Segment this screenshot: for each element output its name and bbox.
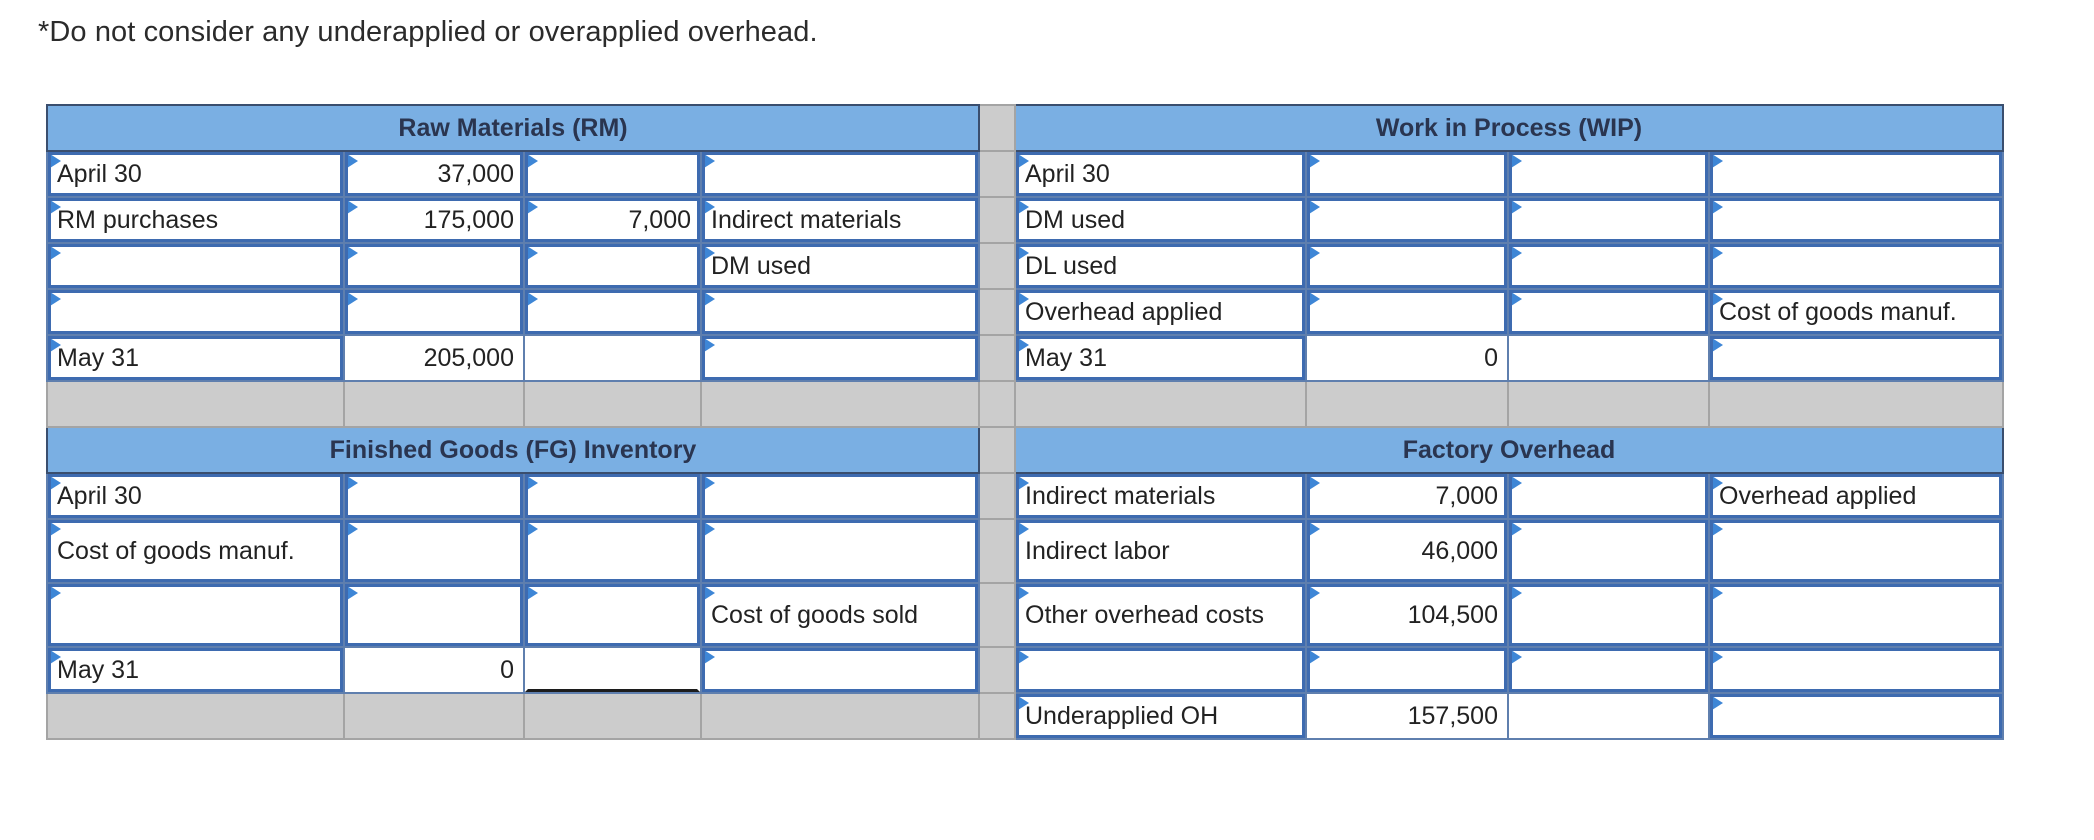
wip-row2-credit-label-field[interactable] (1709, 243, 2003, 289)
spacer-cell (1508, 381, 1709, 427)
column-separator (979, 151, 1015, 197)
spacer-cell (701, 693, 979, 739)
rm-row2-credit-label-field[interactable]: DM used (701, 243, 979, 289)
foh-row1-credit-field[interactable] (1508, 519, 1709, 583)
foh-row2-credit-field[interactable] (1508, 583, 1709, 647)
wip-row1-debit-field[interactable] (1306, 197, 1508, 243)
wip-row1-credit-label-field[interactable] (1709, 197, 2003, 243)
rm-ending-credit (524, 335, 701, 381)
wip-ending-credit-label-field[interactable] (1709, 335, 2003, 381)
fg-ending-credit (524, 647, 701, 693)
foh-row3-debit-field[interactable] (1306, 647, 1508, 693)
wip-header: Work in Process (WIP) (1015, 105, 2003, 151)
rm-row2-debit-field[interactable] (344, 243, 524, 289)
wip-ending-balance: 0 (1306, 335, 1508, 381)
rm-row2-credit-field[interactable] (524, 243, 701, 289)
rm-row1-label-field[interactable]: RM purchases (47, 197, 344, 243)
wip-row3-credit-label-field[interactable]: Cost of goods manuf. (1709, 289, 2003, 335)
rm-row1-credit-field[interactable]: 7,000 (524, 197, 701, 243)
spacer-cell (701, 381, 979, 427)
wip-row3-debit-field[interactable] (1306, 289, 1508, 335)
fg-row0-credit-field[interactable] (524, 473, 701, 519)
wip-row0-label-field[interactable]: April 30 (1015, 151, 1306, 197)
column-separator (979, 243, 1015, 289)
foh-row0-debit-field[interactable]: 7,000 (1306, 473, 1508, 519)
wip-row0-debit-field[interactable] (1306, 151, 1508, 197)
foh-row1-label-field[interactable]: Indirect labor (1015, 519, 1306, 583)
spacer-cell (47, 693, 344, 739)
column-separator (979, 647, 1015, 693)
t-accounts-grid (46, 104, 2004, 740)
foh-row0-credit-field[interactable] (1508, 473, 1709, 519)
spacer-cell (524, 693, 701, 739)
foh-ending-label-field[interactable]: Underapplied OH (1015, 693, 1306, 739)
instruction-note: *Do not consider any underapplied or overapplied overhead. (38, 16, 818, 48)
foh-row0-credit-label-field[interactable]: Overhead applied (1709, 473, 2003, 519)
fg-header: Finished Goods (FG) Inventory (47, 427, 979, 473)
fg-row1-credit-label-field[interactable] (701, 519, 979, 583)
rm-ending-credit-label-field[interactable] (701, 335, 979, 381)
rm-row3-credit-label-field[interactable] (701, 289, 979, 335)
rm-row2-label-field[interactable] (47, 243, 344, 289)
rm-row0-label-field[interactable]: April 30 (47, 151, 344, 197)
wip-row0-credit-field[interactable] (1508, 151, 1709, 197)
rm-row3-label-field[interactable] (47, 289, 344, 335)
spacer-cell (344, 381, 524, 427)
foh-row1-debit-field[interactable]: 46,000 (1306, 519, 1508, 583)
rm-row0-credit-label-field[interactable] (701, 151, 979, 197)
column-separator (979, 693, 1015, 739)
fg-row2-credit-field[interactable] (524, 583, 701, 647)
foh-header: Factory Overhead (1015, 427, 2003, 473)
foh-row2-label-field[interactable]: Other overhead costs (1015, 583, 1306, 647)
column-separator (979, 105, 1015, 151)
wip-row3-label-field[interactable]: Overhead applied (1015, 289, 1306, 335)
rm-ending-label-field[interactable]: May 31 (47, 335, 344, 381)
wip-row2-debit-field[interactable] (1306, 243, 1508, 289)
column-separator (979, 197, 1015, 243)
rm-row0-debit-field[interactable]: 37,000 (344, 151, 524, 197)
spacer-cell (47, 381, 344, 427)
spacer-cell (1306, 381, 1508, 427)
fg-row0-credit-label-field[interactable] (701, 473, 979, 519)
column-separator (979, 335, 1015, 381)
spacer-cell (524, 381, 701, 427)
foh-row3-credit-field[interactable] (1508, 647, 1709, 693)
rm-header: Raw Materials (RM) (47, 105, 979, 151)
column-separator (979, 473, 1015, 519)
column-separator (979, 583, 1015, 647)
wip-row2-credit-field[interactable] (1508, 243, 1709, 289)
fg-ending-balance: 0 (344, 647, 524, 693)
wip-row1-credit-field[interactable] (1508, 197, 1709, 243)
fg-row0-label-field[interactable]: April 30 (47, 473, 344, 519)
column-separator (979, 427, 1015, 473)
rm-ending-balance: 205,000 (344, 335, 524, 381)
foh-row2-credit-label-field[interactable] (1709, 583, 2003, 647)
column-separator (979, 519, 1015, 583)
rm-row3-credit-field[interactable] (524, 289, 701, 335)
foh-row2-debit-field[interactable]: 104,500 (1306, 583, 1508, 647)
wip-ending-credit (1508, 335, 1709, 381)
fg-ending-label-field[interactable]: May 31 (47, 647, 344, 693)
column-separator (979, 381, 1015, 427)
rm-row1-credit-label-field[interactable]: Indirect materials (701, 197, 979, 243)
spacer-cell (1015, 381, 1306, 427)
fg-row2-label-field[interactable] (47, 583, 344, 647)
column-separator (979, 289, 1015, 335)
foh-row0-label-field[interactable]: Indirect materials (1015, 473, 1306, 519)
rm-row0-credit-field[interactable] (524, 151, 701, 197)
wip-row2-label-field[interactable]: DL used (1015, 243, 1306, 289)
wip-row3-credit-field[interactable] (1508, 289, 1709, 335)
foh-ending-credit (1508, 693, 1709, 739)
wip-row1-label-field[interactable]: DM used (1015, 197, 1306, 243)
fg-row2-debit-field[interactable] (344, 583, 524, 647)
fg-row1-credit-field[interactable] (524, 519, 701, 583)
wip-row0-credit-label-field[interactable] (1709, 151, 2003, 197)
foh-row1-credit-label-field[interactable] (1709, 519, 2003, 583)
fg-row1-debit-field[interactable] (344, 519, 524, 583)
foh-row3-credit-label-field[interactable] (1709, 647, 2003, 693)
fg-row1-label-field[interactable]: Cost of goods manuf. (47, 519, 344, 583)
wip-ending-label-field[interactable]: May 31 (1015, 335, 1306, 381)
rm-row3-debit-field[interactable] (344, 289, 524, 335)
rm-row1-debit-field[interactable]: 175,000 (344, 197, 524, 243)
foh-ending-balance: 157,500 (1306, 693, 1508, 739)
spacer-cell (1709, 381, 2003, 427)
fg-row2-credit-label-field[interactable]: Cost of goods sold (701, 583, 979, 647)
fg-ending-credit-label-field[interactable] (701, 647, 979, 693)
foh-row3-label-field[interactable] (1015, 647, 1306, 693)
foh-ending-credit-label-field[interactable] (1709, 693, 2003, 739)
fg-row0-debit-field[interactable] (344, 473, 524, 519)
spacer-cell (344, 693, 524, 739)
